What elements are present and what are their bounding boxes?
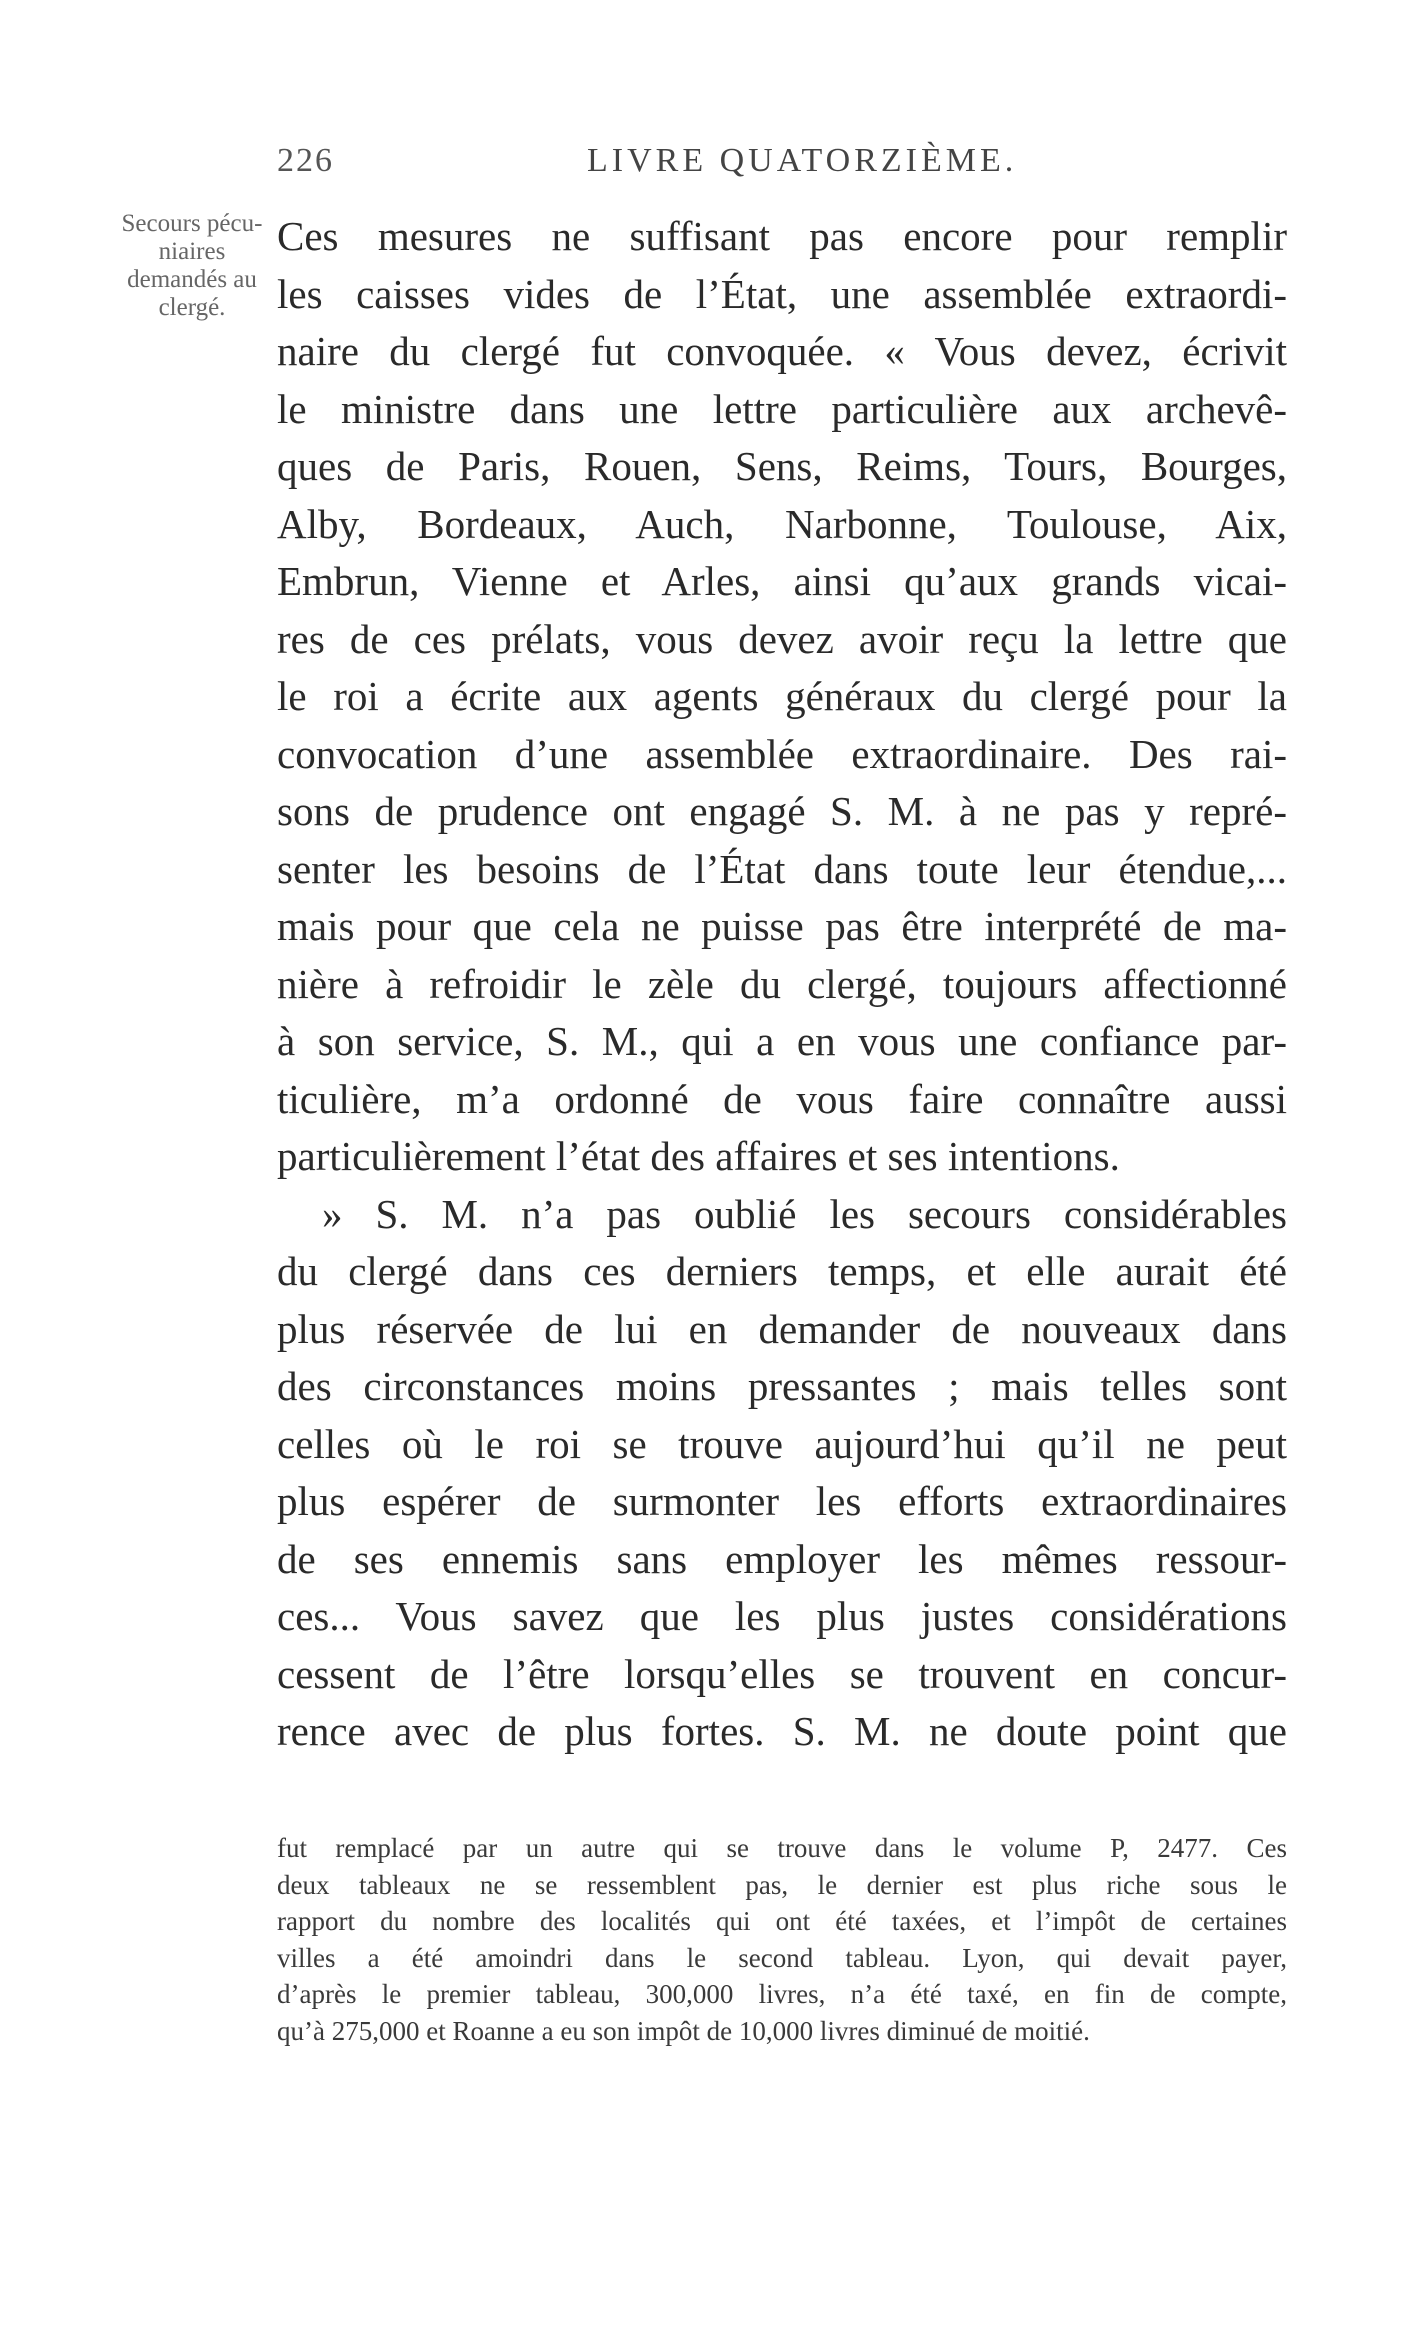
body-line: » S. M. n’a pas oublié les secours considérables [322, 1190, 1287, 1237]
body-line: sons de prudence ont engagé S. M. à ne pas y repré- [277, 788, 1287, 834]
body-line: Embrun, Vienne et Arles, ainsi qu’aux grands vicai- [277, 558, 1287, 604]
body-line: Alby, Bordeaux, Auch, Narbonne, Toulouse, Aix, [277, 500, 1287, 547]
body-line: celles où le roi se trouve aujourd’hui qu’il ne peut [277, 1420, 1287, 1467]
body-line: Ces mesures ne suffisant pas encore pour remplir [277, 213, 1287, 259]
footnote-line: fut remplacé par un autre qui se trouve dans le volume P, 2477. Ces [277, 1833, 1287, 1863]
margin-note: Secours pécu-niaires demandés au clergé. [121, 210, 263, 321]
body-line: du clergé dans ces derniers temps, et elle aurait été [277, 1248, 1287, 1294]
body-line: ticulière, m’a ordonné de vous faire connaître aussi [277, 1075, 1287, 1122]
body-line: naire du clergé fut convoquée. « Vous devez, écrivit [277, 328, 1287, 374]
body-line: convocation d’une assemblée extraordinaire. Des rai- [277, 730, 1287, 777]
footnote-line: rapport du nombre des localités qui ont été taxées, et l’impôt de certaines [277, 1906, 1287, 1936]
footnote-line: villes a été amoindri dans le second tableau. Lyon, qui devait payer, [277, 1942, 1287, 1973]
body-line: plus espérer de surmonter les efforts extraordinaires [277, 1478, 1287, 1524]
body-line: rence avec de plus fortes. S. M. ne doute point que [277, 1708, 1287, 1754]
body-line: les caisses vides de l’État, une assemblée extraordi- [277, 270, 1287, 317]
footnote-line: d’après le premier tableau, 300,000 livres, n’a été taxé, en fin de compte, [277, 1979, 1287, 2009]
body-line: ques de Paris, Rouen, Sens, Reims, Tours, Bourges, [277, 443, 1287, 489]
body-line: plus réservée de lui en demander de nouveaux dans [277, 1305, 1287, 1352]
body-line: des circonstances moins pressantes ; mais telles sont [277, 1363, 1287, 1409]
body-line: à son service, S. M., qui a en vous une confiance par- [277, 1018, 1287, 1064]
body-line: le roi a écrite aux agents généraux du clergé pour la [277, 673, 1287, 719]
body-line: le ministre dans une lettre particulière aux archevê- [277, 385, 1287, 432]
footnote [277, 1830, 1287, 2049]
body-line: mais pour que cela ne puisse pas être interprété de ma- [277, 903, 1287, 949]
page-number: 226 [277, 142, 334, 179]
running-title: LIVRE QUATORZIÈME. [587, 142, 1018, 179]
body-line: ces... Vous savez que les plus justes considérations [277, 1593, 1287, 1639]
body-line: de ses ennemis sans employer les mêmes ressour- [277, 1535, 1287, 1582]
body-line: senter les besoins de l’État dans toute leur étendue,... [277, 845, 1287, 892]
footnote-line: deux tableaux ne se ressemblent pas, le dernier est plus riche sous le [277, 1869, 1287, 1900]
page-header [277, 142, 1287, 192]
body-line: cessent de l’être lorsqu’elles se trouvent en concur- [277, 1650, 1287, 1697]
body-line: nière à refroidir le zèle du clergé, toujours affectionné [277, 960, 1287, 1007]
body-line: res de ces prélats, vous devez avoir reçu la lettre que [277, 615, 1287, 662]
footnote-line: qu’à 275,000 et Roanne a eu son impôt de 10,000 livres diminué de moitié. [277, 2015, 1090, 2046]
body-line: particulièrement l’état des affaires et ses intentions. [277, 1133, 1120, 1179]
body-text [277, 208, 1287, 1761]
